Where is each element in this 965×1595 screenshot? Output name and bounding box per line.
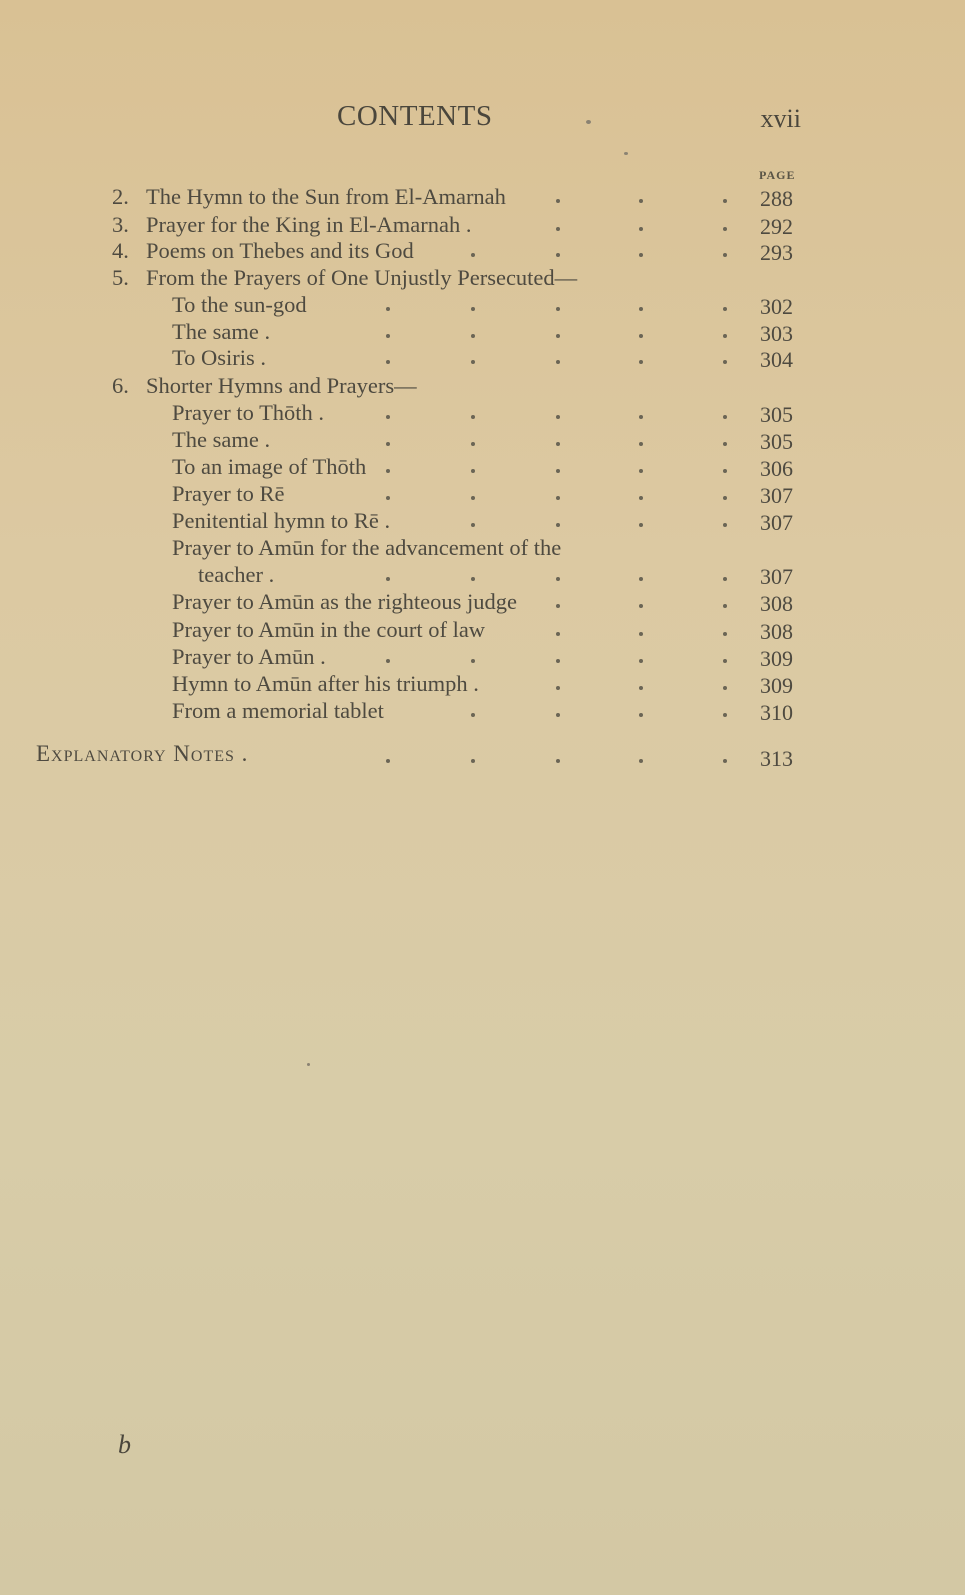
toc-entry-page: 308 bbox=[760, 619, 793, 644]
toc-entry[interactable] bbox=[112, 183, 506, 210]
leader-dot bbox=[556, 360, 560, 364]
toc-entry-title: To the sun-god bbox=[172, 292, 307, 317]
leader-dot bbox=[386, 415, 390, 419]
leader-dot bbox=[639, 442, 643, 446]
leader-dot bbox=[556, 759, 560, 763]
leader-dot bbox=[386, 307, 390, 311]
leader-dot bbox=[639, 496, 643, 500]
toc-entry-page: 307 bbox=[760, 564, 793, 589]
leader-dot bbox=[723, 253, 727, 257]
toc-entry-page: 292 bbox=[760, 214, 793, 239]
toc-entry-title: teacher . bbox=[198, 562, 275, 587]
leader-dot bbox=[471, 659, 475, 663]
toc-entry-page: 305 bbox=[760, 429, 793, 454]
toc-entry-page: 313 bbox=[760, 746, 793, 771]
toc-entry[interactable] bbox=[172, 318, 270, 345]
leader-dot bbox=[556, 307, 560, 311]
toc-entry[interactable] bbox=[112, 372, 417, 399]
toc-entry-title: To an image of Thōth bbox=[172, 454, 367, 479]
toc-entry[interactable] bbox=[172, 697, 384, 724]
leader-dot bbox=[723, 442, 727, 446]
toc-entry-page: 288 bbox=[760, 186, 793, 211]
leader-dot bbox=[556, 632, 560, 636]
leader-dot bbox=[386, 496, 390, 500]
ink-speck bbox=[307, 1063, 310, 1066]
toc-entry[interactable] bbox=[112, 237, 414, 264]
leader-dot bbox=[471, 469, 475, 473]
toc-entry[interactable] bbox=[172, 426, 270, 453]
toc-entry-title: Prayer to Rē bbox=[172, 481, 285, 506]
leader-dot bbox=[471, 713, 475, 717]
folio-page-number: xvii bbox=[760, 104, 801, 133]
leader-dot bbox=[471, 523, 475, 527]
toc-entry[interactable] bbox=[172, 670, 479, 697]
leader-dot bbox=[723, 496, 727, 500]
leader-dot bbox=[386, 334, 390, 338]
toc-entry[interactable] bbox=[112, 211, 472, 238]
toc-entry-title: To Osiris . bbox=[172, 345, 267, 370]
leader-dot bbox=[471, 307, 475, 311]
leader-dot bbox=[471, 442, 475, 446]
toc-entry-title: The same . bbox=[172, 427, 271, 452]
leader-dot bbox=[556, 334, 560, 338]
toc-entry-title: Prayer to Amūn for the advancement of the bbox=[172, 535, 562, 560]
toc-entry[interactable] bbox=[172, 480, 284, 507]
toc-entry[interactable] bbox=[172, 588, 517, 615]
toc-entry-page: 304 bbox=[760, 347, 793, 372]
toc-entry-title: Prayer to Amūn as the righteous judge bbox=[172, 589, 517, 614]
leader-dot bbox=[556, 604, 560, 608]
leader-dot bbox=[723, 523, 727, 527]
leader-dot bbox=[386, 442, 390, 446]
toc-entry-title: Prayer to Thōth . bbox=[172, 400, 325, 425]
toc-entry-number: 4. bbox=[112, 238, 129, 263]
toc-entry-explanatory-notes[interactable] bbox=[36, 740, 248, 767]
leader-dot bbox=[639, 604, 643, 608]
leader-dot bbox=[723, 632, 727, 636]
toc-entry[interactable] bbox=[172, 643, 326, 670]
leader-dot bbox=[639, 227, 643, 231]
leader-dot bbox=[723, 199, 727, 203]
leader-dot bbox=[639, 523, 643, 527]
leader-dot bbox=[556, 415, 560, 419]
toc-entry-title: The same . bbox=[172, 319, 271, 344]
leader-dot bbox=[556, 227, 560, 231]
leader-dot bbox=[386, 577, 390, 581]
leader-dot bbox=[556, 199, 560, 203]
leader-dot bbox=[723, 227, 727, 231]
leader-dot bbox=[556, 713, 560, 717]
toc-entry-page: 303 bbox=[760, 321, 793, 346]
signature-mark: b bbox=[118, 1430, 131, 1459]
toc-entry-page: 293 bbox=[760, 240, 793, 265]
ink-speck bbox=[586, 120, 591, 124]
leader-dot bbox=[639, 307, 643, 311]
leader-dot bbox=[556, 496, 560, 500]
leader-dot bbox=[556, 523, 560, 527]
page-column-label: PAGE bbox=[759, 168, 796, 182]
leader-dot bbox=[556, 659, 560, 663]
leader-dot bbox=[386, 759, 390, 763]
toc-entry-number: 5. bbox=[112, 265, 129, 290]
ink-speck bbox=[624, 152, 628, 155]
leader-dot bbox=[723, 334, 727, 338]
toc-entry-title: Explanatory Notes . bbox=[36, 741, 249, 766]
leader-dot bbox=[556, 577, 560, 581]
leader-dot bbox=[471, 334, 475, 338]
running-title: CONTENTS bbox=[337, 100, 493, 132]
leader-dot bbox=[723, 469, 727, 473]
toc-entry[interactable] bbox=[172, 616, 485, 643]
leader-dot bbox=[723, 415, 727, 419]
leader-dot bbox=[386, 659, 390, 663]
leader-dot bbox=[386, 360, 390, 364]
toc-entry-title: Prayer for the King in El-Amarnah . bbox=[146, 212, 472, 237]
leader-dot bbox=[471, 253, 475, 257]
leader-dot bbox=[723, 360, 727, 364]
toc-entry-number: 2. bbox=[112, 184, 129, 209]
leader-dot bbox=[386, 469, 390, 473]
leader-dot bbox=[639, 577, 643, 581]
toc-entry[interactable] bbox=[172, 534, 561, 561]
leader-dot bbox=[556, 253, 560, 257]
toc-entry-title: Hymn to Amūn after his triumph . bbox=[172, 671, 479, 696]
leader-dot bbox=[639, 659, 643, 663]
leader-dot bbox=[556, 442, 560, 446]
toc-entry-page: 307 bbox=[760, 510, 793, 535]
toc-entry-page: 307 bbox=[760, 483, 793, 508]
leader-dot bbox=[723, 577, 727, 581]
toc-entry-title: From a memorial tablet bbox=[172, 698, 384, 723]
leader-dot bbox=[639, 713, 643, 717]
toc-entry-page: 310 bbox=[760, 700, 793, 725]
leader-dot bbox=[639, 632, 643, 636]
leader-dot bbox=[639, 469, 643, 473]
toc-entry[interactable] bbox=[172, 291, 307, 318]
toc-entry-title: The Hymn to the Sun from El-Amarnah bbox=[146, 184, 506, 209]
toc-entry-title: Prayer to Amūn . bbox=[172, 644, 326, 669]
toc-entry[interactable] bbox=[198, 561, 274, 588]
toc-entry-title: Poems on Thebes and its God bbox=[146, 238, 414, 263]
toc-entry-title: From the Prayers of One Unjustly Persecuted— bbox=[146, 265, 578, 290]
toc-entry[interactable] bbox=[172, 344, 266, 371]
toc-entry[interactable] bbox=[172, 453, 366, 480]
toc-entry-title: Prayer to Amūn in the court of law bbox=[172, 617, 486, 642]
toc-entry-page: 306 bbox=[760, 456, 793, 481]
toc-entry[interactable] bbox=[172, 507, 390, 534]
leader-dot bbox=[639, 686, 643, 690]
leader-dot bbox=[639, 199, 643, 203]
toc-entry-page: 305 bbox=[760, 402, 793, 427]
leader-dot bbox=[639, 253, 643, 257]
leader-dot bbox=[639, 759, 643, 763]
toc-entry-page: 308 bbox=[760, 591, 793, 616]
toc-entry-page: 309 bbox=[760, 673, 793, 698]
leader-dot bbox=[723, 713, 727, 717]
leader-dot bbox=[639, 334, 643, 338]
leader-dot bbox=[471, 496, 475, 500]
toc-entry[interactable] bbox=[112, 264, 577, 291]
toc-entry-page: 302 bbox=[760, 294, 793, 319]
leader-dot bbox=[723, 307, 727, 311]
toc-entry-page: 309 bbox=[760, 646, 793, 671]
toc-entry[interactable] bbox=[172, 399, 324, 426]
toc-entry-number: 6. bbox=[112, 373, 129, 398]
leader-dot bbox=[556, 469, 560, 473]
leader-dot bbox=[471, 360, 475, 364]
leader-dot bbox=[471, 415, 475, 419]
leader-dot bbox=[639, 415, 643, 419]
toc-entry-number: 3. bbox=[112, 212, 129, 237]
leader-dot bbox=[471, 759, 475, 763]
leader-dot bbox=[723, 659, 727, 663]
toc-entry-title: Penitential hymn to Rē . bbox=[172, 508, 391, 533]
leader-dot bbox=[723, 604, 727, 608]
leader-dot bbox=[471, 577, 475, 581]
leader-dot bbox=[556, 686, 560, 690]
leader-dot bbox=[723, 686, 727, 690]
leader-dot bbox=[639, 360, 643, 364]
toc-entry-title: Shorter Hymns and Prayers— bbox=[146, 373, 417, 398]
leader-dot bbox=[723, 759, 727, 763]
